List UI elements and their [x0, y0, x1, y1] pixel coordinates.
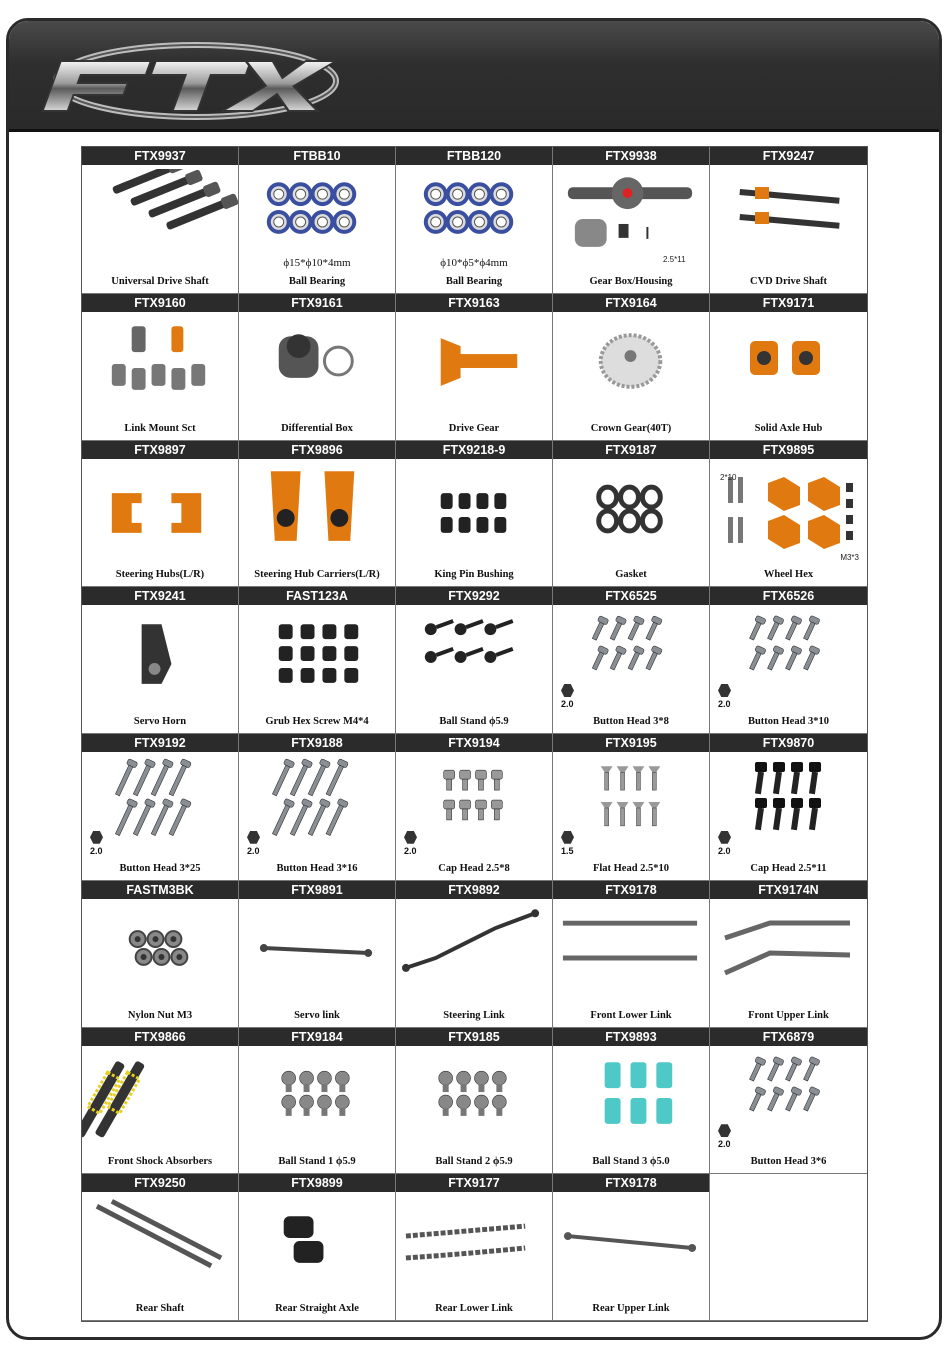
hex-tool-label: 2.0: [561, 699, 574, 709]
rear-upper-link-icon: [553, 1196, 709, 1296]
part-cell-ftx9177: [396, 1174, 553, 1321]
part-code: FTX6525: [553, 587, 709, 605]
part-name: Servo Horn: [133, 716, 187, 727]
hex-tool-label: 2.0: [247, 845, 260, 856]
part-name: Link Mount Sct: [124, 422, 196, 434]
part-cell-ftx9171: [710, 294, 867, 441]
part-cell-ftx9178: [553, 881, 710, 1028]
part-code: FTX9164: [553, 294, 709, 312]
part-name: CVD Drive Shaft: [750, 275, 827, 287]
cvd-icon: [710, 169, 867, 269]
cap-head-icon: [396, 756, 552, 856]
part-code: FTX9178: [553, 1174, 709, 1192]
part-spec: ϕ10*ϕ5*ϕ4mm: [440, 256, 508, 269]
axle-hub-icon: [710, 316, 867, 416]
part-name: Button Head 3*10: [747, 716, 830, 727]
screw-short-icon: [710, 1050, 867, 1150]
part-name: Ball Stand 1 ϕ5.9: [278, 1156, 356, 1168]
part-name: Ball Stand 2 ϕ5.9: [435, 1156, 513, 1168]
part-cell-ftx9163: [396, 294, 553, 441]
part-cell-ftx9160: [82, 294, 239, 441]
header-banner: [9, 21, 939, 132]
diff-box-icon: [239, 316, 395, 416]
part-name: Solid Axle Hub: [754, 422, 823, 434]
link-mount-icon: [82, 316, 238, 416]
part-cell-ftx9247: [710, 147, 867, 294]
part-code: FTX9247: [710, 147, 867, 165]
part-cell-ftx9866: [82, 1028, 239, 1175]
part-code: FTX9161: [239, 294, 395, 312]
part-cell-ftx9178: [553, 1174, 710, 1321]
hex-tool-size: [404, 831, 417, 856]
part-cell-ftx9899: [239, 1174, 396, 1321]
hex-tool-size: [561, 831, 574, 856]
servo-link-icon: [239, 903, 395, 1003]
drive-gear-icon: [396, 316, 552, 416]
steering-hub-icon: [82, 463, 238, 563]
part-name: Rear Lower Link: [435, 1303, 513, 1314]
part-name: Front Shock Absorbers: [107, 1156, 213, 1168]
part-name: Button Head 3*8: [593, 716, 669, 727]
hex-key-icon: [247, 831, 260, 844]
part-code: FTX6526: [710, 587, 867, 605]
bushing-icon: [396, 463, 552, 563]
part-name: Servo link: [294, 1009, 340, 1021]
part-code: FTX9892: [396, 881, 552, 899]
empty-cell: [710, 1174, 867, 1321]
hex-tool-size: [561, 684, 574, 709]
hex-key-icon: [718, 1124, 731, 1137]
part-note-2: M3*3: [840, 552, 859, 562]
parts-grid: [81, 146, 868, 1322]
part-name: Wheel Hex: [763, 569, 814, 581]
part-cell-ftx9194: [396, 734, 553, 881]
part-code: FTX9178: [553, 881, 709, 899]
hex-key-icon: [561, 831, 574, 844]
part-code: FTX9897: [82, 441, 238, 459]
part-code: FTX9292: [396, 587, 552, 605]
servo-horn-icon: [82, 609, 238, 709]
part-code: FASTM3BK: [82, 881, 238, 899]
part-name: Steering Hubs(L/R): [115, 569, 205, 581]
steering-link-icon: [396, 903, 552, 1003]
part-name: Front Lower Link: [590, 1009, 672, 1021]
part-code: FTX9891: [239, 881, 395, 899]
part-name: Button Head 3*6: [750, 1156, 827, 1168]
part-code: FTX9188: [239, 734, 395, 752]
shock-icon: [82, 1050, 238, 1150]
part-name: Ball Stand ϕ5.9: [439, 716, 509, 727]
part-cell-fast123a: [239, 587, 396, 734]
part-code: FTX9893: [553, 1028, 709, 1046]
part-code: FTX9896: [239, 441, 395, 459]
part-name: Rear Straight Axle: [275, 1303, 359, 1314]
part-cell-ftx9250: [82, 1174, 239, 1321]
part-cell-ftx9184: [239, 1028, 396, 1175]
part-code: FTX9895: [710, 441, 867, 459]
screw-short-icon: [553, 609, 709, 709]
part-cell-ftx9185: [396, 1028, 553, 1175]
part-name: Front Upper Link: [748, 1009, 829, 1021]
hex-key-icon: [561, 684, 574, 697]
rear-shaft-icon: [82, 1196, 238, 1296]
part-name: Gear Box/Housing: [589, 275, 673, 287]
part-name: Gasket: [615, 569, 647, 581]
part-cell-ftx9188: [239, 734, 396, 881]
gearbox-icon: [553, 169, 709, 269]
hex-key-icon: [718, 684, 731, 697]
flat-head-icon: [553, 756, 709, 856]
part-code: FTX6879: [710, 1028, 867, 1046]
hex-tool-label: 2.0: [718, 1139, 731, 1150]
part-code: FTX9187: [553, 441, 709, 459]
part-name: Nylon Nut M3: [127, 1009, 193, 1021]
crown-gear-icon: [553, 316, 709, 416]
part-code: FTX9174N: [710, 881, 867, 899]
ball-stand-cyan-icon: [553, 1050, 709, 1150]
part-cell-ftx9195: [553, 734, 710, 881]
hex-tool-label: 2.0: [90, 845, 103, 856]
ball-stand-icon: [396, 609, 552, 709]
bearing-icon: [239, 169, 395, 269]
part-cell-ftx6879: [710, 1028, 867, 1175]
part-code: FTX9866: [82, 1028, 238, 1046]
part-name: Ball Stand 3 ϕ5.0: [592, 1156, 670, 1168]
part-cell-ftx9161: [239, 294, 396, 441]
drive-shaft-icon: [82, 169, 238, 269]
part-code: FTBB10: [239, 147, 395, 165]
part-note: 2.5*11: [663, 255, 686, 264]
nylon-nut-icon: [82, 903, 238, 1003]
grub-screw-icon: [239, 609, 395, 709]
part-code: FTX9218-9: [396, 441, 552, 459]
part-name: Crown Gear(40T): [590, 422, 672, 434]
part-code: FTX9185: [396, 1028, 552, 1046]
part-name: Steering Link: [443, 1009, 505, 1021]
part-code: FTX9192: [82, 734, 238, 752]
part-code: FTX9194: [396, 734, 552, 752]
part-spec: ϕ15*ϕ10*4mm: [283, 256, 351, 269]
part-name: Rear Upper Link: [592, 1303, 670, 1314]
rear-lower-link-icon: [396, 1196, 552, 1296]
part-cell-fastm3bk: [82, 881, 239, 1028]
hex-tool-size: [718, 831, 731, 856]
part-cell-ftx9938: [553, 147, 710, 294]
straight-axle-icon: [239, 1196, 395, 1296]
gasket-icon: [553, 463, 709, 563]
part-cell-ftx6525: [553, 587, 710, 734]
ball-stand-grid-icon: [396, 1050, 552, 1150]
hex-key-icon: [90, 831, 103, 844]
part-cell-ftx9241: [82, 587, 239, 734]
screw-long-icon: [82, 756, 238, 856]
part-code: FTX9171: [710, 294, 867, 312]
ball-stand-grid-icon: [239, 1050, 395, 1150]
part-cell-ftx9870: [710, 734, 867, 881]
part-code: FTX9177: [396, 1174, 552, 1192]
part-cell-ftx9292: [396, 587, 553, 734]
part-name: Cap Head 2.5*11: [750, 862, 827, 874]
part-cell-ftx9896: [239, 441, 396, 588]
part-name: Rear Shaft: [135, 1303, 185, 1314]
part-code: FTX9250: [82, 1174, 238, 1192]
part-cell-ftx9164: [553, 294, 710, 441]
hex-key-icon: [718, 831, 731, 844]
part-cell-ftx9893: [553, 1028, 710, 1175]
part-cell-ftbb10: [239, 147, 396, 294]
cap-head-black-icon: [710, 756, 867, 856]
part-code: FTX9899: [239, 1174, 395, 1192]
part-cell-ftx9174n: [710, 881, 867, 1028]
ftx-logo: [21, 33, 341, 123]
part-code: FTX9241: [82, 587, 238, 605]
lower-link-icon: [553, 903, 709, 1003]
part-code: FTX9160: [82, 294, 238, 312]
bearing-icon: [396, 169, 552, 269]
part-cell-ftx9895: [710, 441, 867, 588]
upper-link-icon: [710, 903, 867, 1003]
part-cell-ftx9218-9: [396, 441, 553, 588]
hex-key-icon: [404, 831, 417, 844]
part-name: Drive Gear: [448, 422, 500, 434]
part-code: FTX9870: [710, 734, 867, 752]
part-cell-ftx9187: [553, 441, 710, 588]
part-cell-ftx9897: [82, 441, 239, 588]
part-name: Ball Bearing: [445, 275, 503, 287]
hex-tool-size: [718, 684, 731, 709]
hex-tool-size: [247, 831, 260, 856]
part-name: Cap Head 2.5*8: [438, 862, 510, 874]
part-cell-ftbb120: [396, 147, 553, 294]
part-cell-ftx9892: [396, 881, 553, 1028]
part-cell-ftx9937: [82, 147, 239, 294]
screw-long-icon: [239, 756, 395, 856]
part-name: Universal Drive Shaft: [111, 275, 209, 287]
hub-carrier-icon: [239, 463, 395, 563]
part-cell-ftx6526: [710, 587, 867, 734]
part-code: FTX9938: [553, 147, 709, 165]
part-cell-ftx9891: [239, 881, 396, 1028]
part-name: Steering Hub Carriers(L/R): [254, 569, 380, 581]
part-code: FTX9184: [239, 1028, 395, 1046]
part-code: FTX9163: [396, 294, 552, 312]
hex-tool-size: [90, 831, 103, 856]
part-name: Differential Box: [281, 422, 353, 434]
hex-tool-label: 2.0: [718, 845, 731, 856]
hex-tool-label: 2.0: [404, 845, 417, 856]
screw-short-icon: [710, 609, 867, 709]
part-name: Button Head 3*25: [119, 862, 201, 874]
part-name: Flat Head 2.5*10: [592, 862, 670, 874]
part-code: FTX9937: [82, 147, 238, 165]
part-code: FAST123A: [239, 587, 395, 605]
part-name: Grub Hex Screw M4*4: [265, 716, 369, 727]
hex-tool-size: [718, 1124, 731, 1149]
part-code: FTBB120: [396, 147, 552, 165]
hex-tool-label: 2.0: [718, 699, 731, 709]
part-name: King Pin Bushing: [434, 569, 514, 581]
part-code: FTX9195: [553, 734, 709, 752]
part-name: Button Head 3*16: [276, 862, 358, 874]
hex-tool-label: 1.5: [561, 845, 574, 856]
part-name: Ball Bearing: [288, 275, 346, 287]
part-cell-ftx9192: [82, 734, 239, 881]
part-note: 2*10: [720, 472, 737, 482]
